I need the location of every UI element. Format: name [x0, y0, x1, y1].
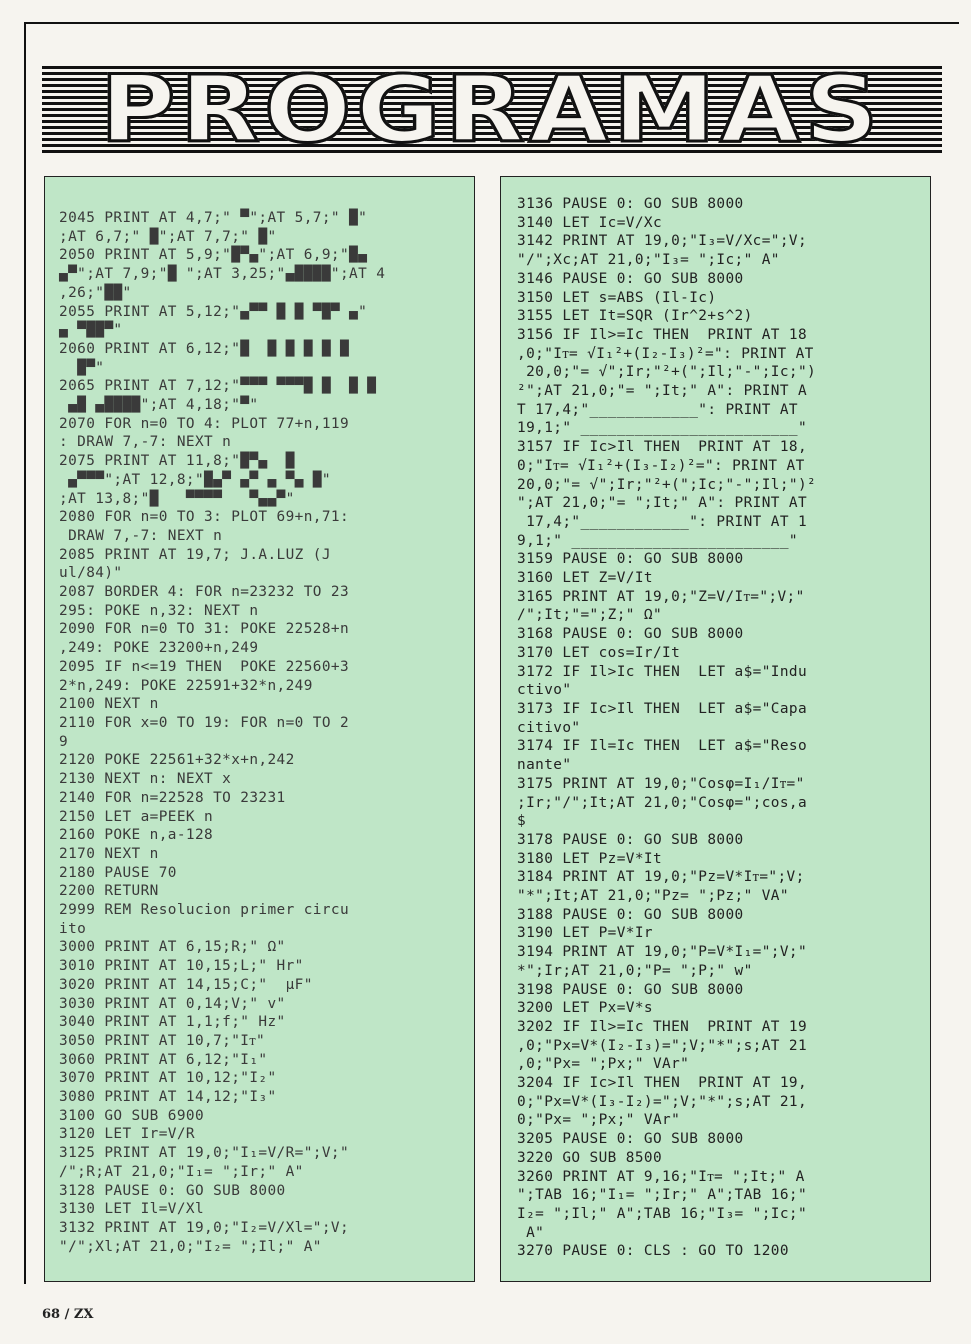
code-line: 3050 PRINT AT 10,7;"Iᴛ" — [59, 1032, 266, 1049]
code-line: 2180 PAUSE 70 — [59, 864, 177, 881]
code-line: 3188 PAUSE 0: GO SUB 8000 — [517, 906, 744, 923]
code-line: 0;"Px= ";Px;" VAr" — [517, 1112, 681, 1129]
code-line: ito — [59, 920, 87, 937]
code-line: 3200 LET Px=V*s — [517, 1000, 653, 1017]
code-line: "/";Xc;AT 21,0;"I₃= ";Ic;" A" — [517, 252, 780, 269]
code-line: 3080 PRINT AT 14,12;"I₃" — [59, 1089, 277, 1106]
code-line: 3204 IF Ic>Il THEN PRINT AT 19, — [517, 1075, 808, 1092]
code-line: 3157 IF Ic>Il THEN PRINT AT 18, — [517, 439, 808, 456]
code-line: 2055 PRINT AT 5,12;"▄▀▀ █ █ ▀█▀ ▄" — [59, 303, 368, 320]
code-line: 3174 IF Il=Ic THEN LET a$="Reso — [517, 738, 808, 755]
code-line: 3184 PRINT AT 19,0;"Pz=V*Iᴛ=";V; — [517, 869, 805, 886]
code-line: 2140 FOR n=22528 TO 23231 — [59, 789, 286, 806]
code-line: 3190 LET P=V*Ir — [517, 925, 653, 942]
code-line: 3165 PRINT AT 19,0;"Z=V/Iᴛ=";V;" — [517, 588, 805, 605]
code-line: 9 — [59, 733, 69, 750]
code-line: 3202 IF Il>=Ic THEN PRINT AT 19 — [517, 1018, 808, 1035]
code-line: 3159 PAUSE 0: GO SUB 8000 — [517, 551, 744, 568]
code-line: 2070 FOR n=0 TO 4: PLOT 77+n,119 — [59, 415, 350, 432]
code-line: 3260 PRINT AT 9,16;"Iᴛ= ";It;" A — [517, 1168, 805, 1185]
code-line: *";Ir;AT 21,0;"P= ";P;" w" — [517, 962, 753, 979]
code-line: 9,1;" ________________________" — [517, 532, 798, 549]
code-line: 2110 FOR x=0 TO 19: FOR n=0 TO 2 — [59, 714, 350, 731]
code-line: ctivo" — [517, 682, 572, 699]
code-line: 3173 IF Ic>Il THEN LET a$="Capa — [517, 700, 808, 717]
code-line: █▀" — [59, 359, 105, 376]
code-line: ;AT 6,7;" █";AT 7,7;" █" — [59, 228, 277, 245]
code-line: 2060 PRINT AT 6,12;"█ █ █ █ █ █ — [59, 340, 350, 357]
code-line: 0;"Iᴛ= √I₁²+(I₃-I₂)²=": PRINT AT — [517, 457, 805, 474]
code-line: 2087 BORDER 4: FOR n=23232 TO 23 — [59, 584, 350, 601]
code-line: 3198 PAUSE 0: GO SUB 8000 — [517, 981, 744, 998]
code-line: 2095 IF n<=19 THEN POKE 22560+3 — [59, 658, 350, 675]
code-line: 3146 PAUSE 0: GO SUB 8000 — [517, 270, 744, 287]
code-line: 20,0;"= √";Ir;"²+(";Il;"-";Ic;") — [517, 364, 817, 381]
code-line: 3000 PRINT AT 6,15;R;" Ω" — [59, 939, 286, 956]
section-title: PROGRAMAS — [100, 66, 884, 154]
code-line: ;Ir;"/";It;AT 21,0;"Cosφ=";cos,a — [517, 794, 808, 811]
code-line: 3040 PRINT AT 1,1;f;" Hz" — [59, 1014, 286, 1031]
code-line: DRAW 7,-7: NEXT n — [59, 527, 223, 544]
code-line: ²";AT 21,0;"= ";It;" A": PRINT A — [517, 383, 808, 400]
code-line: 3220 GO SUB 8500 — [517, 1149, 663, 1166]
code-line: 3270 PAUSE 0: CLS : GO TO 1200 — [517, 1243, 789, 1260]
program-listing-right — [500, 176, 931, 1282]
code-line: 2075 PRINT AT 11,8;"█▀▄ █ — [59, 453, 295, 470]
code-line: 3140 LET Ic=V/Xc — [517, 214, 663, 231]
code-line: ,249: POKE 23200+n,249 — [59, 640, 259, 657]
code-line: A" — [517, 1224, 545, 1241]
code-line: 3120 LET Ir=V/R — [59, 1126, 195, 1143]
code-line: ul/84)" — [59, 565, 123, 582]
code-line: 3194 PRINT AT 19,0;"P=V*I₁=";V;" — [517, 944, 808, 961]
code-line: : DRAW 7,-7: NEXT n — [59, 434, 232, 451]
code-line: 3130 LET Il=V/Xl — [59, 1201, 205, 1218]
code-line: 295: POKE n,32: NEXT n — [59, 602, 259, 619]
code-line: 2100 NEXT n — [59, 696, 159, 713]
code-line: 3125 PRINT AT 19,0;"I₁=V/R=";V;" — [59, 1145, 350, 1162]
code-line: 2120 POKE 22561+32*x+n,242 — [59, 752, 295, 769]
code-line: I₂= ";Il;" A";TAB 16;"I₃= ";Ic;" — [517, 1205, 808, 1222]
code-line: /";It;"=";Z;" Ω" — [517, 607, 663, 624]
code-line: 3156 IF Il>=Ic THEN PRINT AT 18 — [517, 326, 808, 343]
code-line: 3020 PRINT AT 14,15;C;" µF" — [59, 976, 313, 993]
code-line: 3070 PRINT AT 10,12;"I₂" — [59, 1070, 277, 1087]
code-line: 2050 PRINT AT 5,9;"█▀▄";AT 6,9;"█▄ — [59, 247, 368, 264]
code-line: ▄▀▀▀";AT 12,8;"█▄▀ ▄▀ ▄ ▀▄ █" — [59, 471, 331, 488]
code-line: 2090 FOR n=0 TO 31: POKE 22528+n — [59, 621, 350, 638]
code-line: citivo" — [517, 719, 581, 736]
code-line: 3100 GO SUB 6900 — [59, 1107, 205, 1124]
code-line: ,0;"Px=V*(I₂-I₃)=";V;"*";s;AT 21 — [517, 1037, 808, 1054]
code-line: 3168 PAUSE 0: GO SUB 8000 — [517, 626, 744, 643]
code-line: 3180 LET Pz=V*It — [517, 850, 663, 867]
code-line: 2999 REM Resolucion primer circu — [59, 902, 350, 919]
code-line: 2200 RETURN — [59, 883, 159, 900]
code-line: ▄ ▀██▀" — [59, 322, 123, 339]
code-line: ▄█ ▄████";AT 4,18;"▀" — [59, 397, 259, 414]
code-line: ▄▀";AT 7,9;"█ ";AT 3,25;"▄████";AT 4 — [59, 266, 386, 283]
code-line: "/";Xl;AT 21,0;"I₂= ";Il;" A" — [59, 1238, 322, 1255]
code-line: 3142 PRINT AT 19,0;"I₃=V/Xc=";V; — [517, 233, 808, 250]
code-line: /";R;AT 21,0;"I₁= ";Ir;" A" — [59, 1163, 304, 1180]
code-line: ,26;"██" — [59, 284, 132, 301]
code-line: T 17,4;"____________": PRINT AT — [517, 401, 798, 418]
code-line: 2085 PRINT AT 19,7; J.A.LUZ (J — [59, 546, 331, 563]
code-line: ,0;"Px= ";Px;" VAr" — [517, 1056, 690, 1073]
code-line: ;AT 13,8;"█ ▀▀▀▀ ▀▄▄▀" — [59, 490, 295, 507]
code-line: 2170 NEXT n — [59, 845, 159, 862]
code-line: 2045 PRINT AT 4,7;" ▀";AT 5,7;" █" — [59, 210, 368, 226]
code-line: "*";It;AT 21,0;"Pz= ";Pz;" VA" — [517, 888, 789, 905]
code-line: 3160 LET Z=V/It — [517, 570, 653, 587]
code-line: 3060 PRINT AT 6,12;"I₁" — [59, 1051, 268, 1068]
code-line: 3205 PAUSE 0: GO SUB 8000 — [517, 1131, 744, 1148]
code-line: 3178 PAUSE 0: GO SUB 8000 — [517, 831, 744, 848]
code-line: 2065 PRINT AT 7,12;"▀▀▀ ▀▀▀█ █ █ █ — [59, 378, 377, 395]
code-line: 2080 FOR n=0 TO 3: PLOT 69+n,71: — [59, 509, 350, 526]
code-line: 0;"Px=V*(I₃-I₂)=";V;"*";s;AT 21, — [517, 1093, 808, 1110]
code-line: $ — [517, 813, 527, 830]
code-line: ";AT 21,0;"= ";It;" A": PRINT AT — [517, 495, 808, 512]
code-line: 3128 PAUSE 0: GO SUB 8000 — [59, 1182, 286, 1199]
section-banner — [42, 66, 942, 154]
code-line: 20,0;"= √";Ir;"²+(";Ic;"-";Il;")² — [517, 476, 817, 493]
code-line: 3132 PRINT AT 19,0;"I₂=V/Xl=";V; — [59, 1219, 350, 1236]
code-line: 3155 LET It=SQR (Ir^2+s^2) — [517, 308, 753, 325]
code-line: 2130 NEXT n: NEXT x — [59, 771, 232, 788]
code-line: 2*n,249: POKE 22591+32*n,249 — [59, 677, 313, 694]
code-line: 3136 PAUSE 0: GO SUB 8000 — [517, 196, 744, 212]
code-line: 3010 PRINT AT 10,15;L;" Hr" — [59, 958, 304, 975]
code-line: nante" — [517, 757, 572, 774]
code-line: 3172 IF Il>Ic THEN LET a$="Indu — [517, 663, 808, 680]
page-number: 68 / ZX — [42, 1307, 94, 1322]
code-line: ";TAB 16;"I₁= ";Ir;" A";TAB 16;" — [517, 1187, 808, 1204]
code-line: 3030 PRINT AT 0,14;V;" v" — [59, 995, 286, 1012]
code-line: 2150 LET a=PEEK n — [59, 808, 214, 825]
program-listing-left — [44, 176, 475, 1282]
code-line: ,0;"Iᴛ= √I₁²+(I₂-I₃)²=": PRINT AT — [517, 345, 814, 362]
code-line: 2160 POKE n,a-128 — [59, 827, 214, 844]
code-line: 3150 LET s=ABS (Il-Ic) — [517, 289, 717, 306]
code-line: 3170 LET cos=Ir/It — [517, 644, 681, 661]
code-line: 3175 PRINT AT 19,0;"Cosφ=I₁/Iᴛ=" — [517, 775, 805, 792]
code-line: 19,1;" ________________________" — [517, 420, 808, 437]
code-line: 17,4;"____________": PRINT AT 1 — [517, 513, 808, 530]
